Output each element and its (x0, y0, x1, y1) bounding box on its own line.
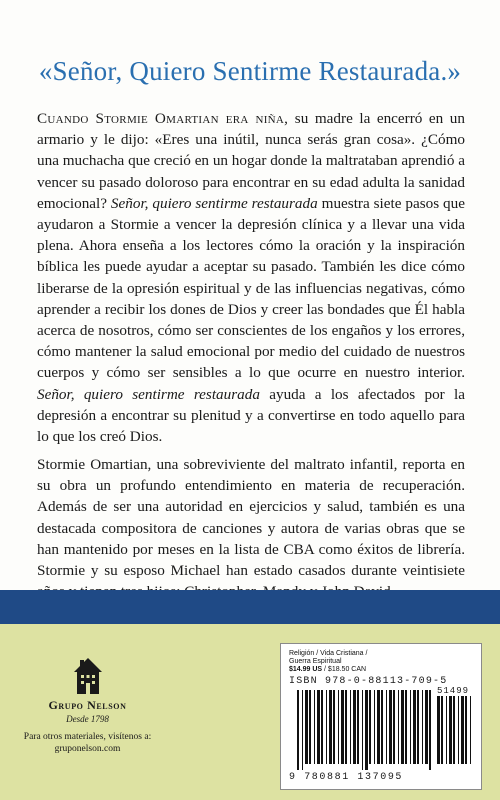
price-can: / $18.50 CAN (322, 666, 367, 673)
category-line-1: Religión / Vida Cristiana / (289, 650, 368, 657)
barcode-bar (470, 696, 471, 764)
barcode-bar (326, 690, 327, 764)
barcode-bar (377, 690, 380, 764)
barcode-bar (365, 690, 368, 770)
headline: «Señor, Quiero Sentirme Restaurada.» (38, 56, 462, 86)
barcode-bar (345, 690, 347, 764)
barcode-bar (461, 696, 464, 764)
description-text-c: ayuda a los afectados por la depresión a encontrar su plenitud y a convertirse en todo aquello para lo que los creó Dios. (37, 385, 465, 446)
barcode-bar (422, 690, 423, 764)
barcode-bar (309, 690, 311, 764)
website-url: gruponelson.com (54, 744, 121, 754)
ean-digits: 9 780881 137095 (289, 772, 404, 783)
barcode-bar (417, 690, 419, 764)
barcode-bar (458, 696, 459, 764)
barcode-bar (425, 690, 428, 764)
barcode-bar (413, 690, 416, 764)
barcode-bar (441, 696, 443, 764)
website-prompt: Para otros materiales, visítenos a: (23, 732, 152, 742)
publisher-name: Grupo Nelson (48, 698, 127, 712)
barcode-bar (369, 690, 371, 764)
description-text-a: su madre la encerró en un armario y le dijo: «Eres una inútil, nunca serás gran cosa». ¿Cómo una muchacha que creció en un hogar donde la maltrataban aprendió a vencer su pasado doloroso para encontrar en su edad adulta la sanidad emocional? (37, 110, 466, 212)
barcode-bar (386, 690, 387, 764)
publisher-website-note (0, 731, 175, 755)
book-title-italic: Señor, quiero sentirme restaurada (37, 385, 260, 403)
barcode-bar (374, 690, 375, 764)
barcode-bar (449, 696, 452, 764)
lead-in-caps: Cuando Stormie Omartian era niña, (37, 110, 289, 127)
barcode-bar (362, 690, 363, 770)
house-logo-icon (71, 656, 105, 696)
barcode-bar (357, 690, 359, 764)
publisher-established: Desde 1798 (66, 714, 109, 724)
barcode-bar (401, 690, 404, 764)
author-bio: Stormie Omartian, una sobreviviente del maltrato infantil, reporta en su obra un profundo entendimiento en materia de recuperación. Además de ser una autoridad en ejercicios y salud, también es una destacada compositora de canciones y autora de varias obras que se han mantenido por meses en la lista de CBA como éxitos de librería. Stormie y su esposo Michael han estado casados durante veintisiete (37, 456, 465, 580)
price-us: $14.99 US (289, 666, 323, 673)
category-line-2: Guerra Espiritual (289, 658, 342, 665)
barcode-bar (338, 690, 339, 764)
price-line (289, 665, 366, 674)
barcode-bar (329, 690, 332, 764)
barcode-bar (398, 690, 399, 764)
barcode-bar (297, 690, 299, 770)
barcode-bar (393, 690, 395, 764)
barcode-bar (353, 690, 356, 764)
barcode-bar (381, 690, 383, 764)
barcode-bar (317, 690, 320, 764)
barcode-bar (321, 690, 323, 764)
barcode-bar (429, 690, 431, 770)
barcode-bar (341, 690, 344, 764)
barcode-bar (314, 690, 315, 764)
barcode-bar (389, 690, 392, 764)
barcode-box (280, 643, 482, 790)
barcode-bar (350, 690, 351, 764)
barcode-bar (446, 696, 447, 764)
barcode-bar (405, 690, 407, 764)
addon-barcode (437, 696, 473, 770)
barcode-bar (410, 690, 411, 764)
barcode-bar (465, 696, 467, 764)
book-description (37, 108, 465, 447)
book-title-italic: Señor, quiero sentirme restaurada (110, 194, 318, 212)
barcode-bar (305, 690, 308, 764)
barcode-bar (453, 696, 455, 764)
isbn-text: ISBN 978-0-88113-709-5 (289, 676, 448, 687)
barcode-bar (437, 696, 440, 764)
description-text-b: muestra siete pasos que ayudaron a Stormie a vencer la depresión clínica y a llevar una vida plena. Ahora enseña a los lectores cómo la oración y la inspiración bíblica les puede ayudar a aceptar su pasado. También les dice cómo liberarse de la opresión espiritual y de las influencias negativas, cómo aprender a recibir los dones de Dios y creer las bondades que Él habla acerca de nosotros, cómo ser conscientes de los engaños y los errores, cómo mantener la salud emocional por medio del cuidado de nuestros cuerpos y cómo ser sensibles a lo que ocurre en nuestro interior. (37, 194, 465, 382)
barcode-bar (333, 690, 335, 764)
ean-barcode (297, 690, 431, 770)
barcode-bar (302, 690, 303, 770)
color-band (0, 590, 500, 624)
publisher-logo (0, 656, 175, 724)
price-addon-digits: 51499 (437, 686, 470, 696)
